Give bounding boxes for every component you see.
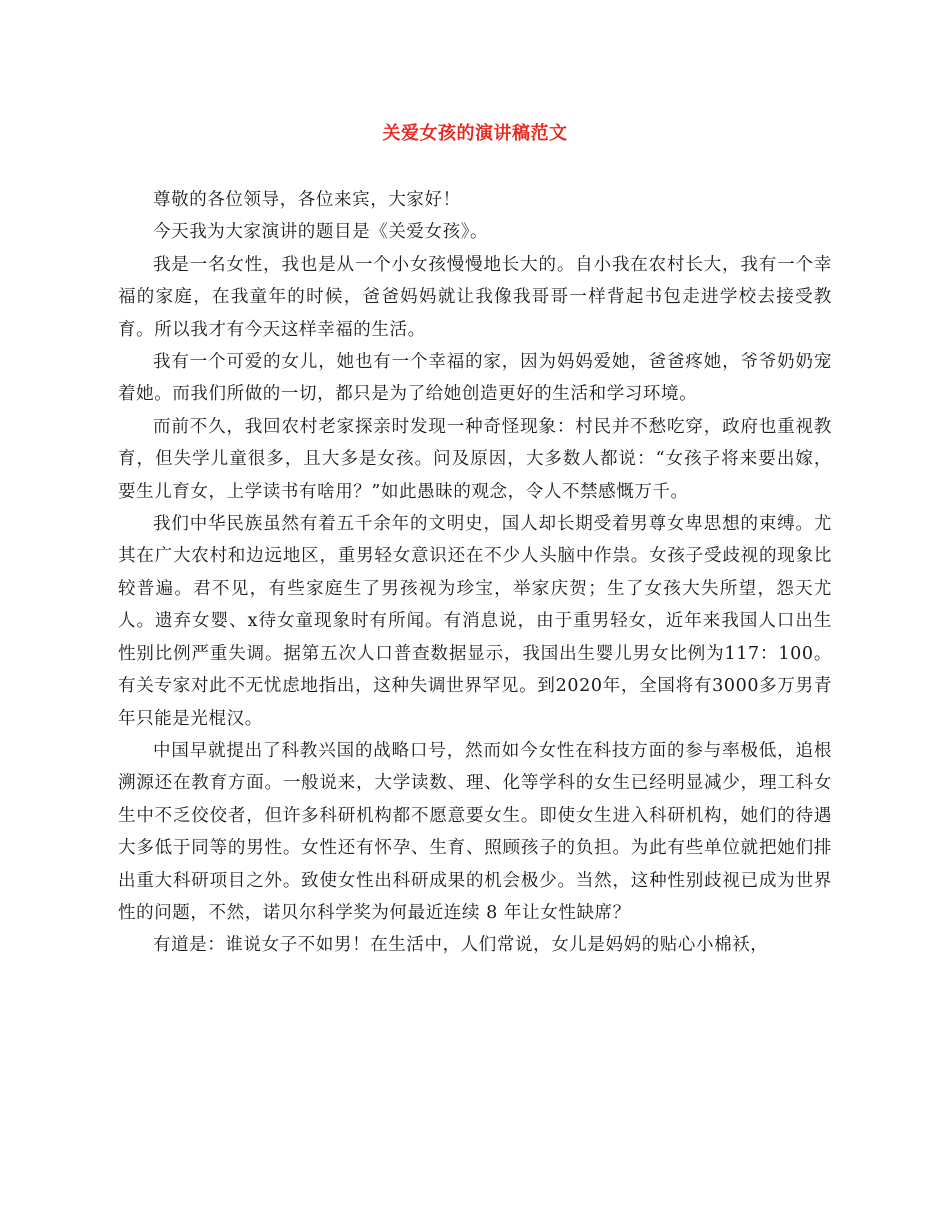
paragraph-history: 我们中华民族虽然有着五千余年的文明史，国人却长期受着男尊女卑思想的束缚。尤其在广大农村和边远地区，重男轻女意识还在不少人头脑中作祟。女孩子受歧视的现象比较普遍。君不见，有些家庭生了男孩视为珍宝，举家庆贺；生了女孩大失所望，怨天尤人。遗弃女婴、x待女童现象时有所闻。有消息说，由于重男轻女，近年来我国人口出生性别比例严重失调。据第五次人口普查数据显示，我国出生婴儿男女比例为117：100。有关专家对此不无忧虑地指出，这种失调世界罕见。到2020年，全国将有3000多万男青年只能是光棍汉。 [118, 514, 832, 729]
paragraph-hometown: 而前不久，我回农村老家探亲时发现一种奇怪现象：村民并不愁吃穿，政府也重视教育，但失学儿童很多，且大多是女孩。问及原因，大多数人都说：“女孩子将来要出嫁，要生儿育女，上学读书有啥用？”如此愚昧的观念，令人不禁感慨万千。 [118, 416, 832, 502]
paragraph-topic: 今天我为大家演讲的题目是《关爱女孩》。 [153, 222, 489, 243]
paragraph-science: 中国早就提出了科教兴国的战略口号，然而如今女性在科技方面的参与率极低，追根溯源还在教育方面。一般说来，大学读数、理、化等学科的女生已经明显减少，理工科女生中不乏佼佼者，但许多科研机构都不愿意要女生。即使女生进入科研机构，她们的待遇大多低于同等的男性。女性还有怀孕、生育、照顾孩子的负担。为此有些单位就把她们排出重大科研项目之外。致使女性出科研成果的机会极少。当然，这种性别歧视已成为世界性的问题，不然，诺贝尔科学奖为何最近连续 8 年让女性缺席？ [118, 740, 832, 923]
paragraph-childhood: 我是一名女性，我也是从一个小女孩慢慢地长大的。自小我在农村长大，我有一个幸福的家庭，在我童年的时候，爸爸妈妈就让我像我哥哥一样背起书包走进学校去接受教育。所以我才有今天这样幸福的生活。 [118, 254, 832, 340]
document-body [118, 184, 832, 962]
document-title: 关爱女孩的演讲稿范文 [382, 123, 568, 144]
paragraph-daughter: 我有一个可爱的女儿，她也有一个幸福的家，因为妈妈爱她，爸爸疼她，爷爷奶奶宠着她。而我们所做的一切，都只是为了给她创造更好的生活和学习环境。 [118, 352, 832, 405]
paragraph-greeting: 尊敬的各位领导，各位来宾，大家好！ [153, 190, 461, 210]
paragraph-saying: 有道是：谁说女子不如男！在生活中，人们常说，女儿是妈妈的贴心小棉袄， [153, 935, 769, 956]
